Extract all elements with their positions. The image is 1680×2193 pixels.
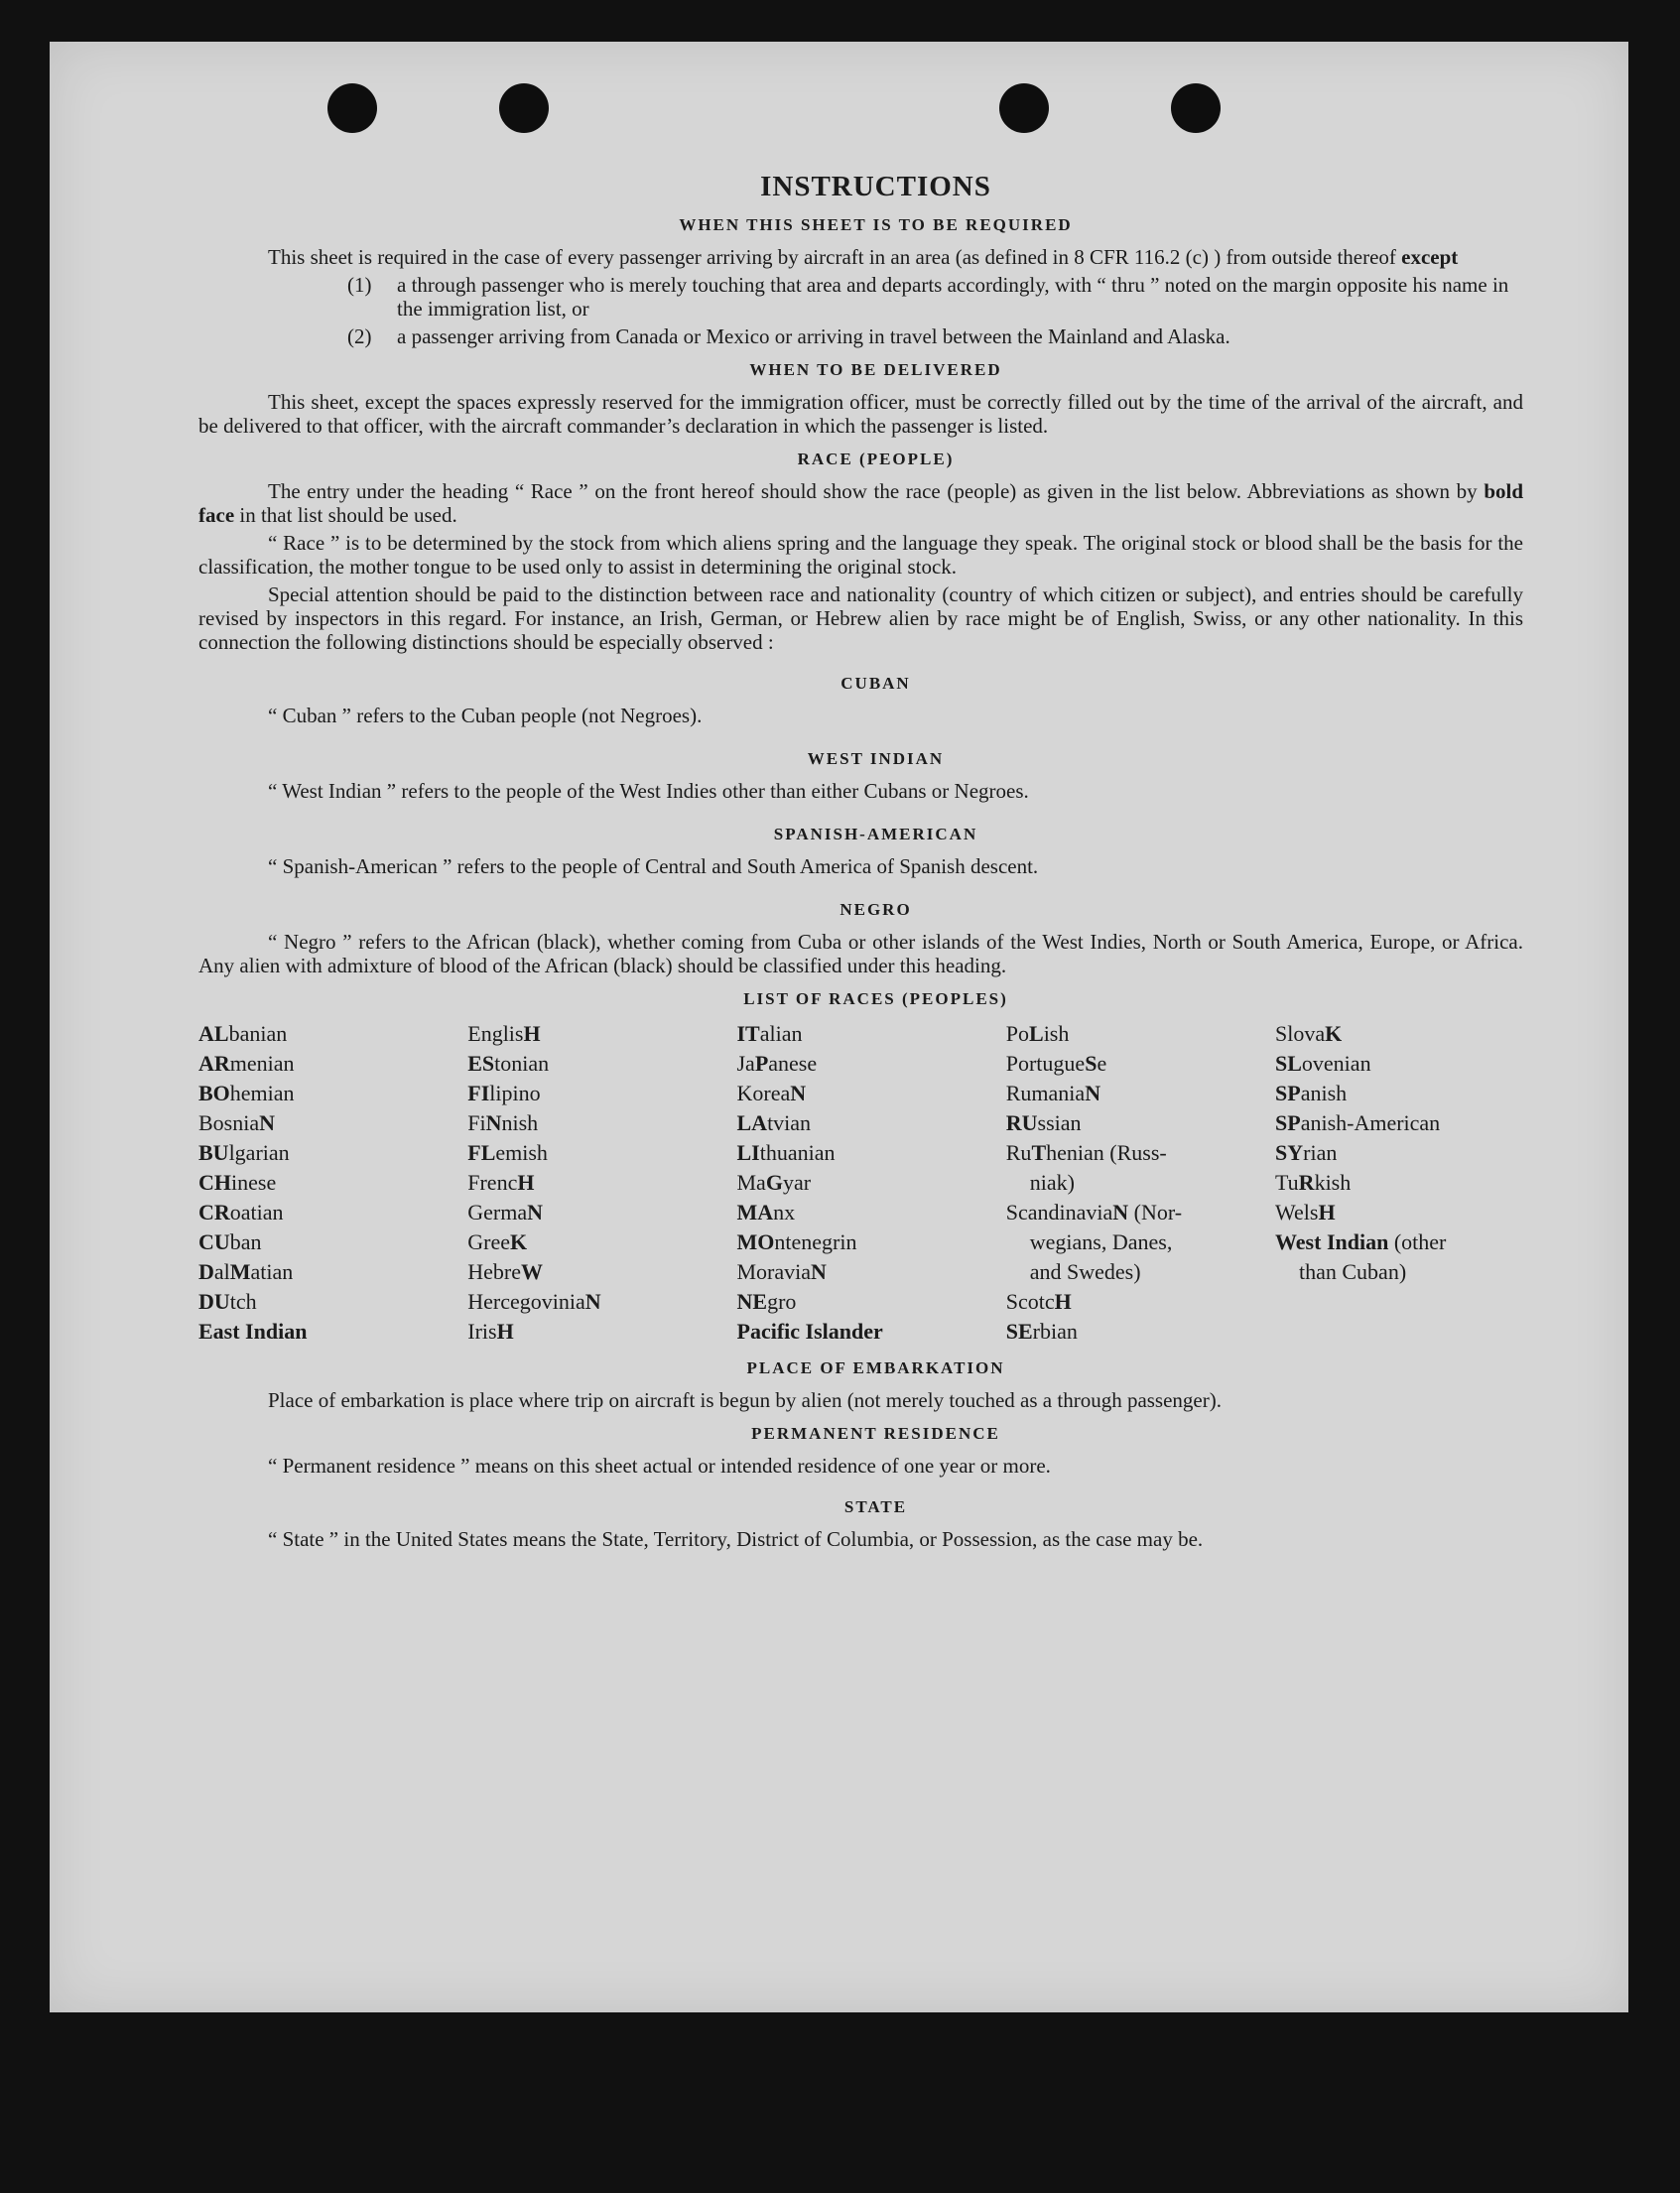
race-paragraph-3: Special attention should be paid to the distinction between race and nationality (country of which citizen or subject), and entries should be carefully revised by inspectors in this regard. For instance, an Irish, German, or Hebrew alien by race might be of English, Swiss, or any other nationality. In this connection the following distinctions should be especially observed : <box>198 582 1523 654</box>
race-entry: niak) <box>1029 1170 1075 1195</box>
negro-text: “ Negro ” refers to the African (black), whether coming from Cuba or other islands of the West Indies, North or South America, Europe, or Africa. Any alien with admixture of blood of the African (black) should be classified under this heading. <box>198 930 1523 977</box>
delivered-text: This sheet, except the spaces expressly reserved for the immigration officer, must be correctly filled out by the time of the arrival of the aircraft, and be delivered to that officer, with the aircraft commander’s declaration in which the passenger is listed. <box>198 390 1523 438</box>
cuban-text: “ Cuban ” refers to the Cuban people (not Negroes). <box>268 704 703 727</box>
races-column-3 <box>737 1019 985 1347</box>
races-column-1 <box>198 1019 447 1347</box>
required-intro: This sheet is required in the case of every passenger arriving by aircraft in an area (as defined in 8 CFR 116.2 (c) ) from outside thereof except <box>268 245 1459 269</box>
spanish-american-text: “ Spanish-American ” refers to the people of Central and South America of Spanish descent. <box>268 854 1039 878</box>
race-entry: PortugueSe <box>1005 1051 1107 1076</box>
races-column-4 <box>1006 1019 1254 1347</box>
instructions-content <box>198 171 1523 1555</box>
race-entry: SlovaK <box>1275 1021 1343 1046</box>
race-entry: MoraviaN <box>736 1259 827 1284</box>
punch-hole <box>327 83 377 133</box>
race-entry: CHinese <box>198 1170 277 1195</box>
heading-negro: NEGRO <box>840 900 912 919</box>
race-entry: BUlgarian <box>198 1140 290 1165</box>
race-entry: FLemish <box>467 1140 548 1165</box>
race-entry: SLovenian <box>1275 1051 1371 1076</box>
heading-list-of-races: LIST OF RACES (PEOPLES) <box>743 989 1008 1008</box>
race-entry: SPanish <box>1275 1081 1348 1105</box>
heading-cuban: CUBAN <box>840 674 911 693</box>
heading-race: RACE (PEOPLE) <box>797 450 955 468</box>
race-entry: CUban <box>198 1229 262 1254</box>
race-entry: Pacific Islander <box>736 1319 883 1344</box>
race-entry: EnglisH <box>467 1021 541 1046</box>
punch-hole <box>999 83 1049 133</box>
required-item-1: (1) a through passenger who is merely touching that area and departs accordingly, with “ thru ” noted on the margin opposite his name in the immigration list, or <box>347 273 1509 321</box>
race-entry: and Swedes) <box>1029 1259 1141 1284</box>
race-entry: ScandinaviaN (Nor- <box>1005 1200 1183 1225</box>
race-paragraph-1: The entry under the heading “ Race ” on the front hereof should show the race (people) as given in the list below. Abbreviations as shown by bold face in that list should be used. <box>198 479 1524 527</box>
race-entry: GreeK <box>467 1229 528 1254</box>
race-entry: RuThenian (Russ- <box>1005 1140 1167 1165</box>
heading-west-indian: WEST INDIAN <box>807 749 945 768</box>
heading-required: WHEN THIS SHEET IS TO BE REQUIRED <box>679 215 1073 234</box>
race-entry: West Indian (other <box>1275 1229 1447 1254</box>
race-entry: MOntenegrin <box>736 1229 857 1254</box>
race-entry: BOhemian <box>198 1081 295 1105</box>
race-entry: ITalian <box>736 1021 803 1046</box>
west-indian-text: “ West Indian ” refers to the people of the West Indies other than either Cubans or Negroes. <box>268 779 1029 803</box>
race-entry: GermaN <box>467 1200 543 1225</box>
heading-spanish-american: SPANISH-AMERICAN <box>773 825 978 843</box>
race-entry: BosniaN <box>198 1110 276 1135</box>
heading-residence: PERMANENT RESIDENCE <box>751 1424 1000 1443</box>
state-text: “ State ” in the United States means the State, Territory, District of Columbia, or Possession, as the case may be. <box>268 1527 1204 1551</box>
race-entry: East Indian <box>198 1319 308 1344</box>
race-paragraph-2: “ Race ” is to be determined by the stock from which aliens spring and the language they speak. The original stock or blood shall be the basis for the classification, the mother tongue to be used only to assist in determining the original stock. <box>198 531 1523 579</box>
race-entry: IrisH <box>467 1319 514 1344</box>
race-entry: LIthuanian <box>736 1140 836 1165</box>
race-entry: JaPanese <box>736 1051 818 1076</box>
race-entry: ARmenian <box>198 1051 295 1076</box>
races-list <box>198 1019 1523 1347</box>
race-entry: DalMatian <box>198 1259 294 1284</box>
race-entry: EStonian <box>467 1051 550 1076</box>
race-entry: SYrian <box>1275 1140 1338 1165</box>
residence-text: “ Permanent residence ” means on this sheet actual or intended residence of one year or more. <box>268 1454 1051 1478</box>
race-entry: ScotcH <box>1005 1289 1072 1314</box>
race-entry: FiNnish <box>467 1110 539 1135</box>
punch-hole <box>499 83 549 133</box>
race-entry: RUssian <box>1005 1110 1082 1135</box>
races-column-2 <box>467 1019 715 1347</box>
race-entry: TuRkish <box>1275 1170 1352 1195</box>
race-entry: RumaniaN <box>1005 1081 1101 1105</box>
race-entry: FrencH <box>467 1170 535 1195</box>
race-entry: ALbanian <box>198 1021 288 1046</box>
race-entry: than Cuban) <box>1299 1259 1407 1284</box>
race-entry: NEgro <box>736 1289 797 1314</box>
race-entry: DUtch <box>198 1289 257 1314</box>
race-entry: LAtvian <box>736 1110 812 1135</box>
race-entry: HercegoviniaN <box>467 1289 601 1314</box>
race-entry: MAnx <box>736 1200 796 1225</box>
race-entry: wegians, Danes, <box>1029 1229 1173 1254</box>
race-entry: CRoatian <box>198 1200 284 1225</box>
race-entry: HebreW <box>467 1259 543 1284</box>
race-entry: WelsH <box>1275 1200 1336 1225</box>
required-item-2: (2) a passenger arriving from Canada or Mexico or arriving in travel between the Mainland and Alaska. <box>347 324 1230 348</box>
embarkation-text: Place of embarkation is place where trip on aircraft is begun by alien (not merely touched as a through passenger). <box>268 1388 1222 1412</box>
document-page <box>50 42 1628 2012</box>
race-entry: SErbian <box>1005 1319 1078 1344</box>
heading-embarkation: PLACE OF EMBARKATION <box>746 1358 1005 1377</box>
race-entry: FIlipino <box>467 1081 541 1105</box>
punch-hole <box>1171 83 1221 133</box>
races-column-5 <box>1275 1019 1523 1347</box>
heading-delivered: WHEN TO BE DELIVERED <box>749 360 1002 379</box>
race-entry: PoLish <box>1005 1021 1070 1046</box>
heading-state: STATE <box>843 1497 908 1516</box>
race-entry: KoreaN <box>736 1081 807 1105</box>
race-entry: SPanish-American <box>1275 1110 1441 1135</box>
page-title: INSTRUCTIONS <box>760 171 991 202</box>
race-entry: MaGyar <box>736 1170 812 1195</box>
